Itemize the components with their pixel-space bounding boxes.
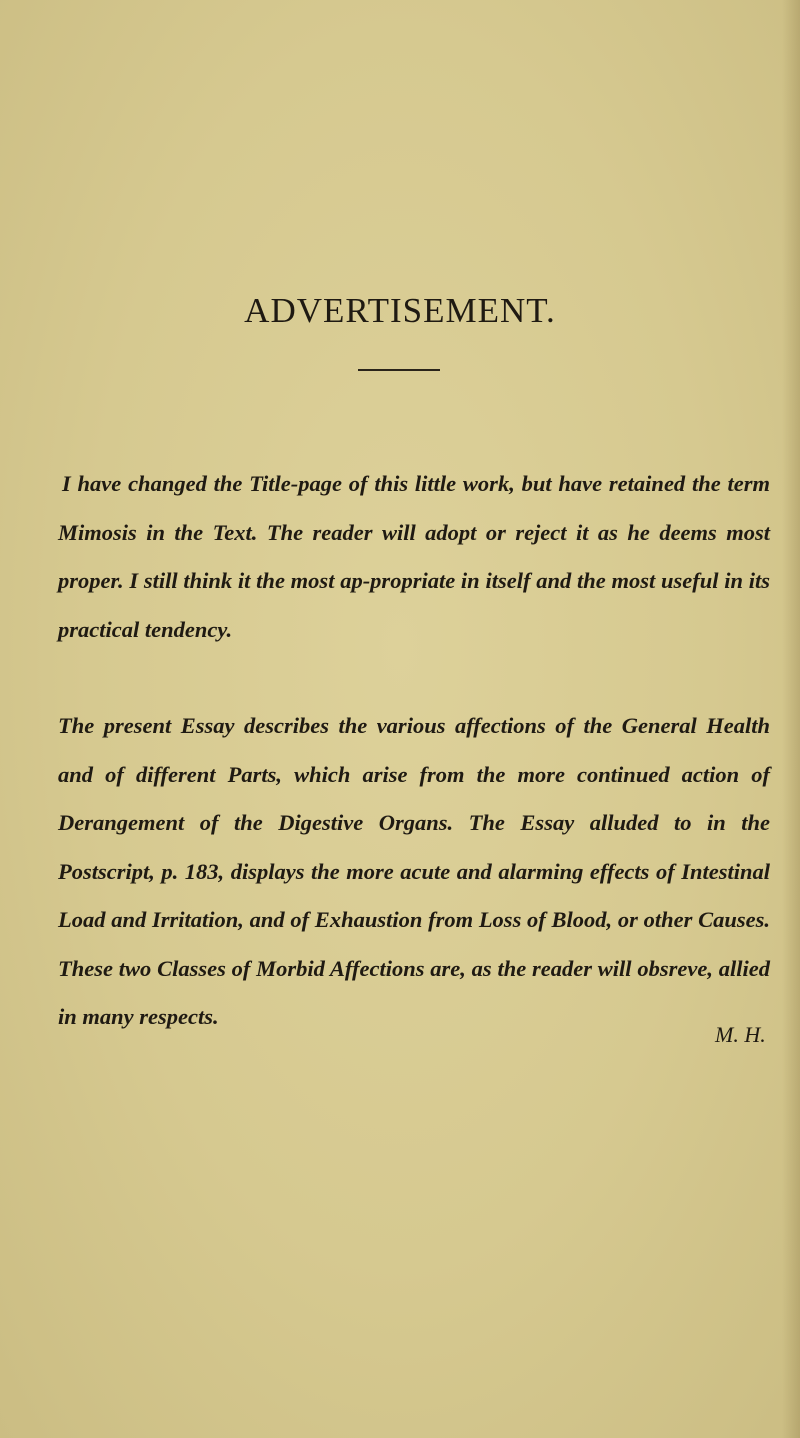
page-edge-shadow [782,0,800,1438]
paragraph-1: I have changed the Title-page of this little work, but have retained the term Mimosis in the Text. The reader will adopt or reject it as he deems most proper. I still think it the most ap-propriate in itself and the most useful in its practical tendency. [58,471,770,642]
title-divider [358,369,440,371]
advertisement-body [58,460,770,1042]
author-signature: M. H. [715,1022,766,1047]
paragraph-2: The present Essay describes the various affections of the General Health and of different Parts, which arise from the more continued action of Derangement of the Digestive Organs. The Essay alluded to in the Postscript, p. 183, displays the more acute and alarming effects of Intestinal Load and Irritation, and of Exhaustion from Loss of Blood, or other Causes. These two Classes of Morbid Affections are, as the reader will obsreve, allied in many respects. [58,713,770,1029]
page-title: ADVERTISEMENT. [244,291,556,330]
